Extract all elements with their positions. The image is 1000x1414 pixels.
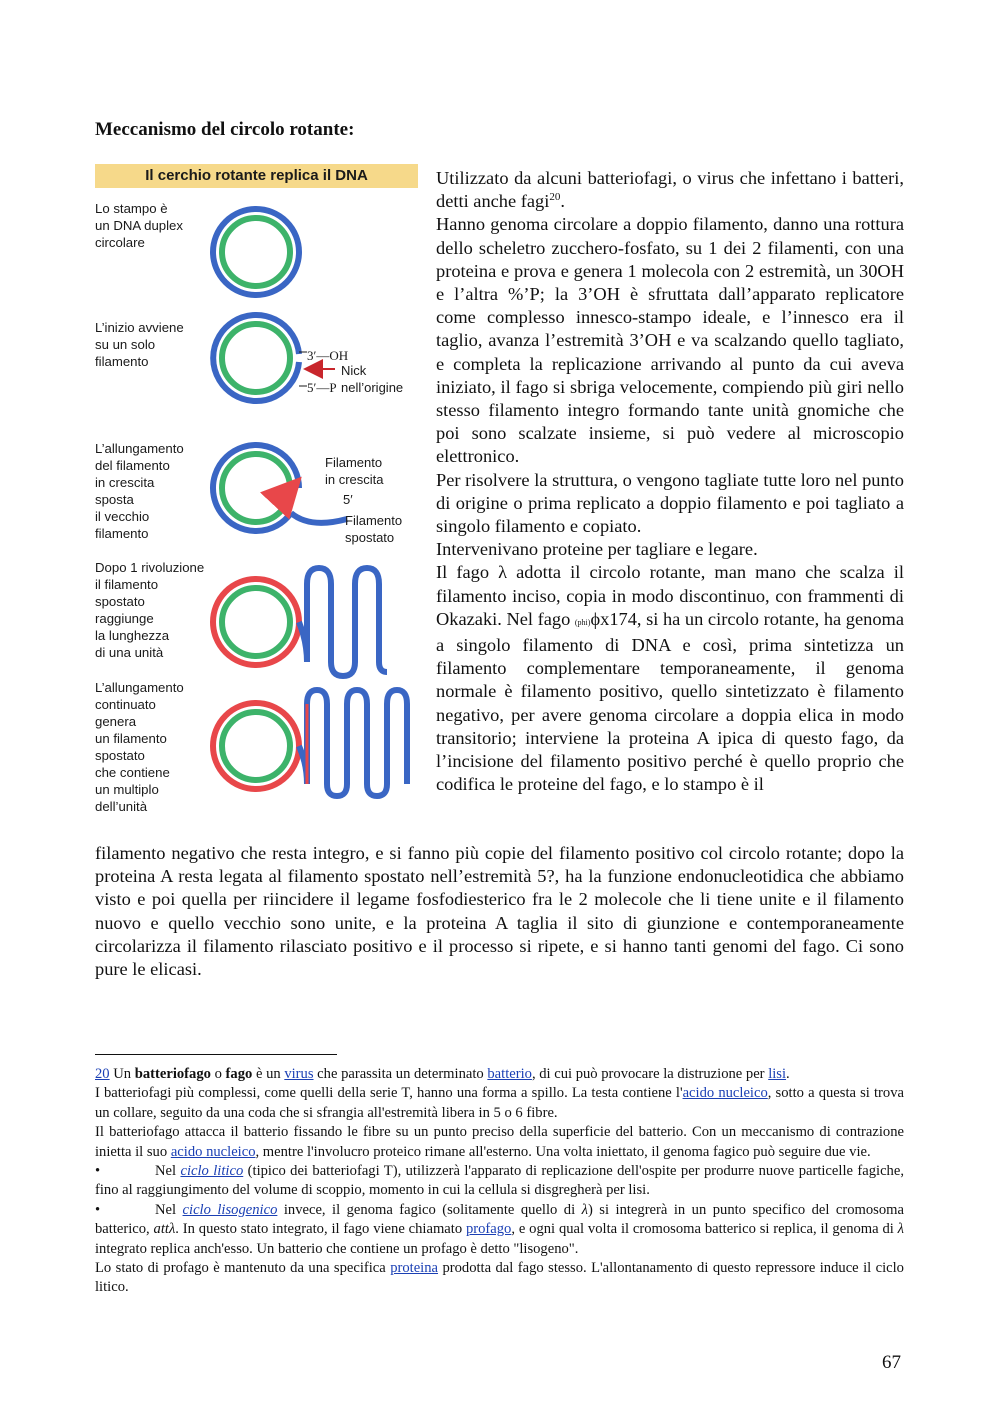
caption-template: Lo stampo è un DNA duplex circolare bbox=[95, 201, 183, 250]
full-width-text bbox=[95, 842, 904, 981]
caption-start: L’inizio avviene su un solo filamento bbox=[95, 320, 184, 369]
link-acido-nucleico-2[interactable]: acido nucleico bbox=[170, 1143, 256, 1160]
link-batterio[interactable]: batterio bbox=[487, 1066, 532, 1082]
footnote-paragraph-2: I batteriofagi più complessi, come quelli della serie T, hanno una forma a spillo. La testa contiene l'acido nucleico, sotto a questa si trova un collare, seguito da una coda che si sfrangia all'estremità libera in 5 o 6 fibre. bbox=[95, 1085, 904, 1121]
footnote-bullet-2: • Nel ciclo lisogenico invece, il genoma fagico (solitamente quello di λ) si integrerà in un punto specifico del cromosoma batterico, attλ. In questo stato integrato, il fago viene chiamato profago, e ogni qual volta il cromosoma batterico si replica, il genoma di λ integrato replica anch'esso. Un batterio che contiene un profago è detto "lisogeno". bbox=[95, 1201, 904, 1257]
caption-elongation: L’allungamento del filamento in crescita sposta il vecchio filamento bbox=[95, 441, 184, 541]
link-acido-nucleico-1[interactable]: acido nucleico bbox=[682, 1085, 768, 1102]
side-column-text bbox=[436, 167, 904, 796]
link-virus[interactable]: virus bbox=[284, 1066, 314, 1082]
caption-one-revolution: Dopo 1 rivoluzione il filamento spostato raggiunge la lunghezza di una unità bbox=[95, 560, 205, 660]
footnote-bullet-1: • Nel ciclo litico (tipico dei batteriofagi T), utilizzerà l'apparato di replicazione dell'ospite per produrre nuove particelle fagiche, fino al raggiungimento del volume di scoppio, momento in cui la cellula si disgregherà per lisi. bbox=[95, 1163, 904, 1199]
paragraph-5: Il fago λ adotta il circolo rotante, man mano che scalza il filamento inciso, copia in modo discontinuo, con frammenti di Okazaki. Nel fago (phi)ϕx174, si ha un circolo rotante, ha genoma a singolo filamento di DNA e così, prima sintetizza un filamento complementare temporaneamente, il genoma normale è filamento positivo, quello sintetizzato è filamento negativo, per avere genoma circolare a doppia elica in modo transitorio; interviene la proteina A ipica di questo fago, da l’incisione del filamento positivo perché è quello proprio che codifica le proteine del fago, e lo stampo è il bbox=[436, 562, 905, 795]
footnote-ref-20[interactable]: 20 bbox=[549, 191, 561, 204]
label-nick: Nick bbox=[341, 363, 367, 378]
rolling-circle-figure bbox=[95, 164, 420, 824]
circle-stage-1 bbox=[213, 209, 299, 295]
paragraph-3: Per risolvere la struttura, o vengono tagliate tutte loro nel punto di origine o prima replicato a doppio filamento e poi tagliato a singolo filamento e copiato. bbox=[436, 469, 904, 537]
label-5-prime: 5′ bbox=[343, 492, 353, 507]
label-growing-2: in crescita bbox=[325, 472, 384, 487]
footnote-20 bbox=[95, 1065, 904, 1298]
label-3-oh: 3′—OH bbox=[307, 348, 349, 363]
link-ciclo-lisogenico[interactable]: ciclo lisogenico bbox=[182, 1201, 278, 1218]
label-growing-1: Filamento bbox=[325, 455, 383, 470]
footnote-paragraph-3: Il batteriofago attacca il batterio fissando le fibre su un punto preciso della superficie del batterio. Con un meccanismo di contrazione inietta il suo acido nucleico, mentre l'involucro proteico rimane all'esterno. Una volta iniettato, il genoma fagico può seguire due vie. bbox=[95, 1124, 904, 1160]
label-displaced-1: Filamento bbox=[345, 513, 403, 528]
circle-stage-5 bbox=[213, 690, 407, 796]
paragraph-1: Utilizzato da alcuni batteriofagi, o virus che infettano i batteri, detti anche fagi$^{20}$. bbox=[436, 168, 904, 212]
link-lisi[interactable]: lisi bbox=[768, 1066, 787, 1082]
section-heading: Meccanismo del circolo rotante: bbox=[95, 119, 355, 140]
link-proteina[interactable]: proteina bbox=[390, 1260, 439, 1277]
paragraph-2: Hanno genoma circolare a doppio filamento, danno una rottura dello scheletro zucchero-fosfato, su 1 dei 2 filamenti, con una proteina e prova e genera 1 molecola con 2 estremità, un 30OH e l’altra %’P; la 3’OH è sfruttata dall’apparato replicatore come complesso innesco-stampo ideale, e l’innesco era il taglio, avanza l’estremità 3’OH e va scalzando quello tagliato, e completa la replicazione arrivando al punto da cui aveva iniziato, il fago si sbriga velocemente, compiendo più giri nello stesso filamento integro formando tante unità gnomiche che poi sono scalzate insieme, si può vedere al microscopio elettronico. bbox=[436, 214, 904, 467]
paragraph-6: filamento negativo che resta integro, e si fanno più copie del filamento positivo col circolo rotante; dopo la proteina A resta legata al filamento spostato nell’estremità 5?, ha la funzione endonucleotidica che abbiamo visto e poi quella per riincidere il legame fosfodiesterico fra le 2 molecole che li tiene unite e il filamento nuovo e quello vecchio sono unite, e la proteina A taglia il sito di giunzione e contemporaneamente circolarizza il filamento rilasciato positivo e il processo si ripete, e si hanno tanti genomi del fago. Ci sono pure le elicasi. bbox=[95, 843, 904, 980]
link-profago[interactable]: profago bbox=[465, 1221, 512, 1238]
footnote-paragraph-4: Lo stato di profago è mantenuto da una specifica proteina prodotta dal fago stesso. L'allontanamento di questo repressore induce il ciclo litico. bbox=[95, 1260, 904, 1296]
footnote-paragraph-1: 20 Un batteriofago o fago è un virus che parassita un determinato batterio, di cui può provocare la distruzione per lisi. bbox=[95, 1066, 790, 1082]
footnote-number-link[interactable]: 20 bbox=[95, 1066, 110, 1082]
circle-stage-4 bbox=[213, 568, 387, 676]
label-nick-origin: nell’origine bbox=[341, 380, 404, 395]
figure-title: Il cerchio rotante replica il DNA bbox=[95, 164, 418, 188]
caption-multiple-units: L’allungamento continuato genera un filamento spostato che contiene un multiplo dell’unità bbox=[95, 680, 184, 814]
page-number: 67 bbox=[882, 1352, 901, 1373]
paragraph-4: Intervenivano proteine per tagliare e legare. bbox=[436, 539, 758, 560]
footnote-separator bbox=[95, 1054, 337, 1055]
label-displaced-2: spostato bbox=[345, 530, 395, 545]
link-ciclo-litico[interactable]: ciclo litico bbox=[180, 1163, 244, 1180]
label-5-p: 5′—P bbox=[307, 380, 337, 395]
